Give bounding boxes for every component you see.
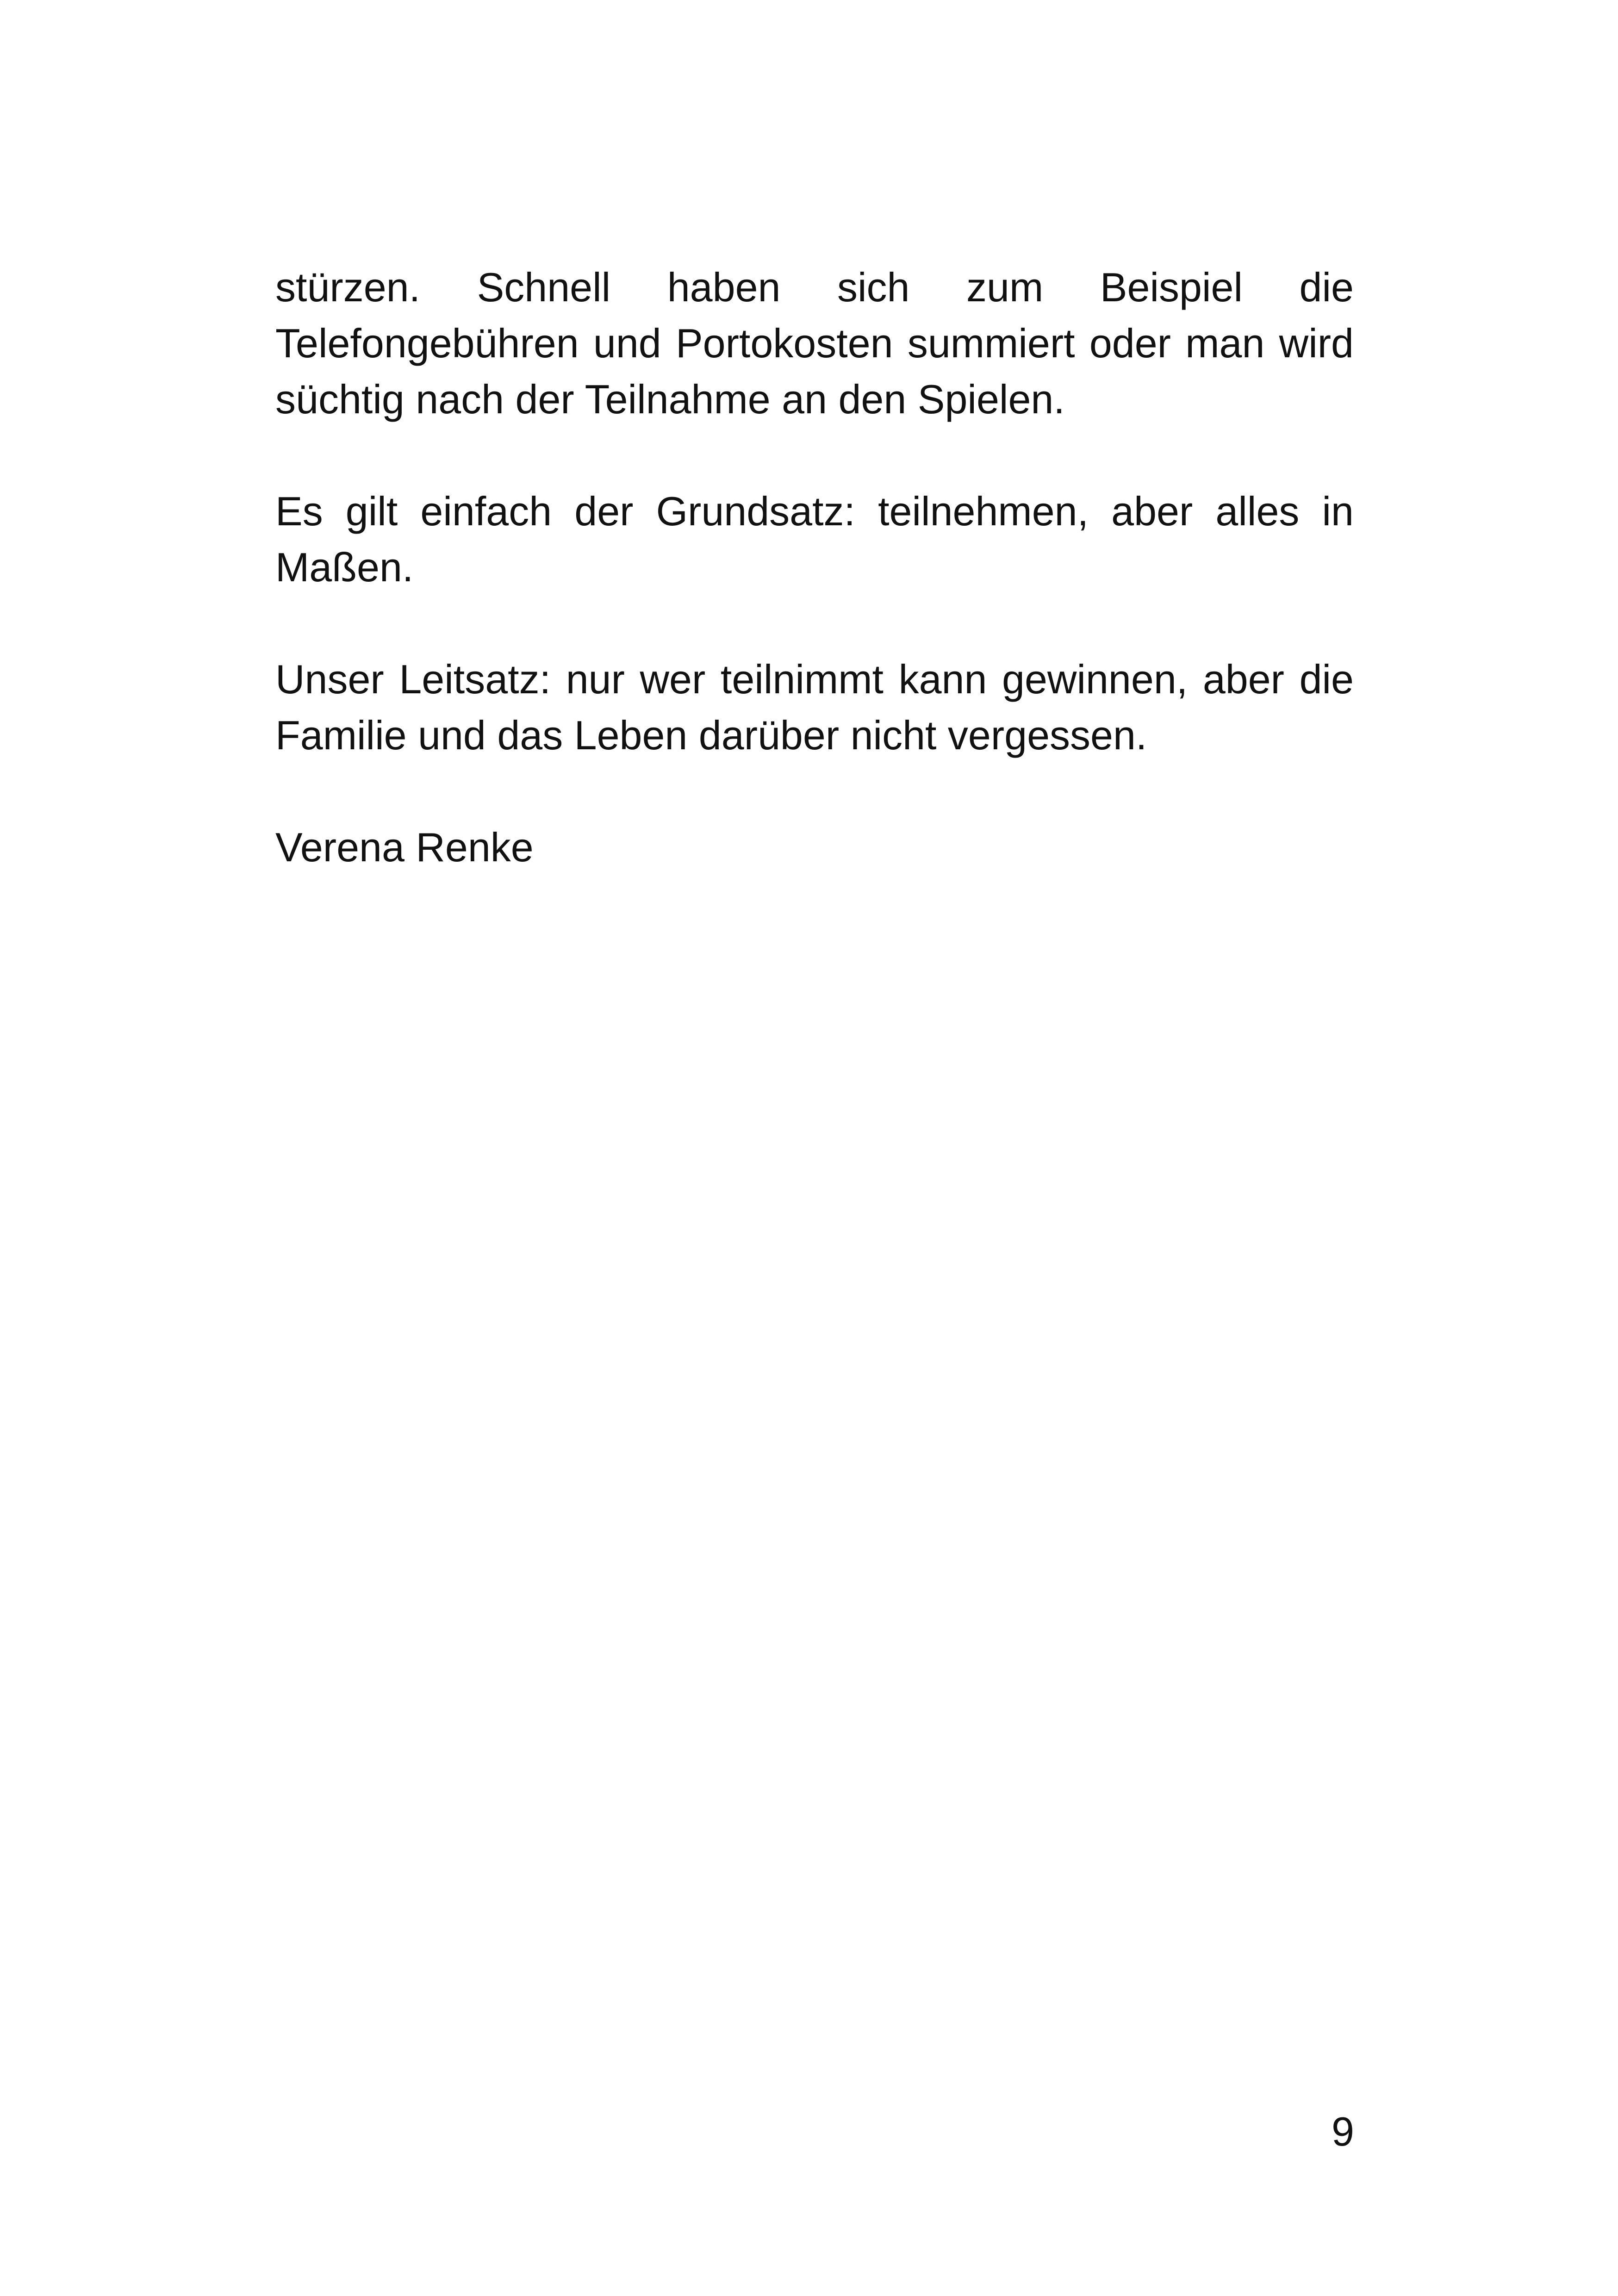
body-text bbox=[275, 259, 1354, 875]
paragraph-1: stürzen. Schnell haben sich zum Beispiel die Telefongebühren und Portokosten summiert oder man wird süchtig nach der Teilnahme an den Spielen. bbox=[275, 264, 1354, 422]
author-signature: Verena Renke bbox=[275, 824, 534, 870]
paragraph-2: Es gilt einfach der Grundsatz: teilnehmen, aber alles in Maßen. bbox=[275, 488, 1354, 590]
paragraph-3: Unser Leitsatz: nur wer teilnimmt kann gewinnen, aber die Familie und das Leben darüber nicht vergessen. bbox=[275, 656, 1354, 758]
page-number: 9 bbox=[1332, 2109, 1354, 2154]
